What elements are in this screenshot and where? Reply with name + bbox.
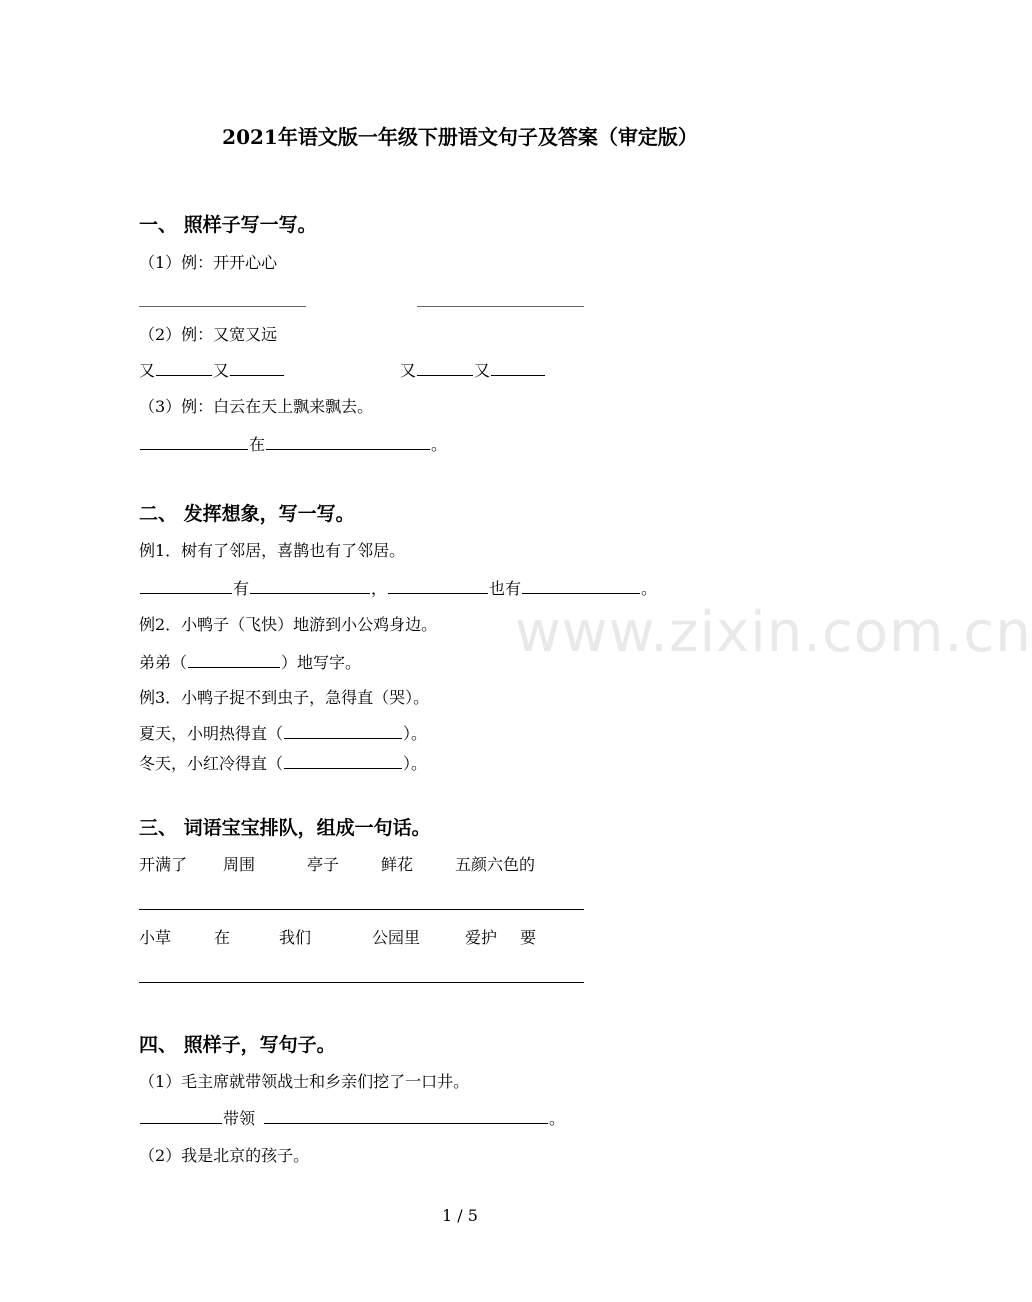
s2-ex2-end: ）地写字。 xyxy=(281,653,362,672)
page-title: 2021年语文版一年级下册语文句子及答案（审定版） xyxy=(222,125,698,149)
s3-word-1-2: 周围 xyxy=(223,855,256,874)
s2-ex3-a-end: ）。 xyxy=(403,724,428,743)
s3-word-1-4: 鲜花 xyxy=(381,855,414,874)
s2-ex3-blank-b[interactable] xyxy=(284,752,402,769)
s1-q2-answer-2 xyxy=(400,359,546,382)
s2-ex3-a-start: 夏天，小明热得直（ xyxy=(139,724,284,743)
s2-ex1: 例1．树有了邻居，喜鹊也有了邻居。 xyxy=(139,541,406,560)
s2-ex2-blank[interactable] xyxy=(188,651,280,668)
s3-answer-line-1[interactable] xyxy=(139,909,584,910)
s2-ex3-answer-a xyxy=(139,722,427,745)
s3-answer-line-2[interactable] xyxy=(139,982,584,983)
s1-q3-end: 。 xyxy=(431,435,448,454)
s1-q1-example: （1）例：开开心心 xyxy=(139,253,278,272)
s2-ex1-end: 。 xyxy=(641,579,658,598)
section-2-heading: 二、 发挥想象，写一写。 xyxy=(139,503,355,525)
s3-word-1-3: 亭子 xyxy=(307,855,340,874)
s4-q1-answer xyxy=(139,1107,565,1130)
s2-ex2-answer xyxy=(139,651,361,674)
s3-word-1-1: 开满了 xyxy=(139,855,188,874)
s1-q3-blank-2[interactable] xyxy=(266,433,430,450)
s2-ex1-yeyou: 也有 xyxy=(489,579,522,598)
s1-q1-blank-2[interactable] xyxy=(417,306,584,307)
s4-q2-example: （2）我是北京的孩子。 xyxy=(139,1146,310,1165)
s1-q2-example: （2）例：又宽又远 xyxy=(139,325,278,344)
s2-ex3: 例3．小鸭子捉不到虫子，急得直（哭）。 xyxy=(139,688,430,707)
s3-word-1-5: 五颜六色的 xyxy=(455,855,536,874)
s3-word-2-1: 小草 xyxy=(139,928,172,947)
s1-q3-blank-1[interactable] xyxy=(140,433,248,450)
s1-q3-answer xyxy=(139,433,447,456)
s2-ex1-blank-3[interactable] xyxy=(388,577,488,594)
s2-ex2-start: 弟弟（ xyxy=(139,653,188,672)
s1-q1-blank-1[interactable] xyxy=(139,306,306,307)
s2-ex1-blank-1[interactable] xyxy=(140,577,232,594)
s1-q2-you-4: 又 xyxy=(474,361,491,380)
section-3-heading: 三、 词语宝宝排队，组成一句话。 xyxy=(139,817,431,839)
s4-q1-blank-1[interactable] xyxy=(140,1107,222,1124)
page-number: 1 / 5 xyxy=(442,1206,478,1225)
s3-word-2-5: 爱护 xyxy=(465,928,498,947)
s1-q2-blank-1[interactable] xyxy=(156,359,212,376)
s1-q2-you-1: 又 xyxy=(139,361,156,380)
s1-q3-example: （3）例：白云在天上飘来飘去。 xyxy=(139,397,374,416)
s1-q2-you-2: 又 xyxy=(213,361,230,380)
s4-q1-example: （1）毛主席就带领战士和乡亲们挖了一口井。 xyxy=(139,1072,470,1091)
s2-ex2: 例2．小鸭子（飞快）地游到小公鸡身边。 xyxy=(139,615,438,634)
s1-q2-blank-4[interactable] xyxy=(491,359,545,376)
s1-q2-you-3: 又 xyxy=(400,361,417,380)
s4-q1-end: 。 xyxy=(549,1109,566,1128)
s3-word-2-2: 在 xyxy=(214,928,231,947)
s2-ex1-comma: ， xyxy=(371,579,388,598)
s1-q2-blank-2[interactable] xyxy=(230,359,284,376)
s2-ex3-answer-b xyxy=(139,752,427,775)
s2-ex1-you: 有 xyxy=(233,579,250,598)
s2-ex3-blank-a[interactable] xyxy=(284,722,402,739)
s4-q1-dailing: 带领 xyxy=(223,1109,256,1128)
s2-ex3-b-end: ）。 xyxy=(403,754,428,773)
s1-q2-answer-1 xyxy=(139,359,285,382)
s3-word-2-4: 公园里 xyxy=(372,928,421,947)
s2-ex3-b-start: 冬天，小红冷得直（ xyxy=(139,754,284,773)
s1-q3-zai: 在 xyxy=(249,435,266,454)
section-1-heading: 一、 照样子写一写。 xyxy=(139,214,317,236)
section-4-heading: 四、 照样子，写句子。 xyxy=(139,1034,336,1056)
s1-q2-blank-3[interactable] xyxy=(417,359,473,376)
s2-ex1-answer xyxy=(139,577,657,600)
s4-q1-blank-2[interactable] xyxy=(264,1107,548,1124)
s2-ex1-blank-2[interactable] xyxy=(250,577,370,594)
s3-word-2-3: 我们 xyxy=(279,928,312,947)
s3-word-2-6: 要 xyxy=(520,928,537,947)
watermark: www.zixin.com.cn xyxy=(515,600,1032,665)
s2-ex1-blank-4[interactable] xyxy=(522,577,640,594)
